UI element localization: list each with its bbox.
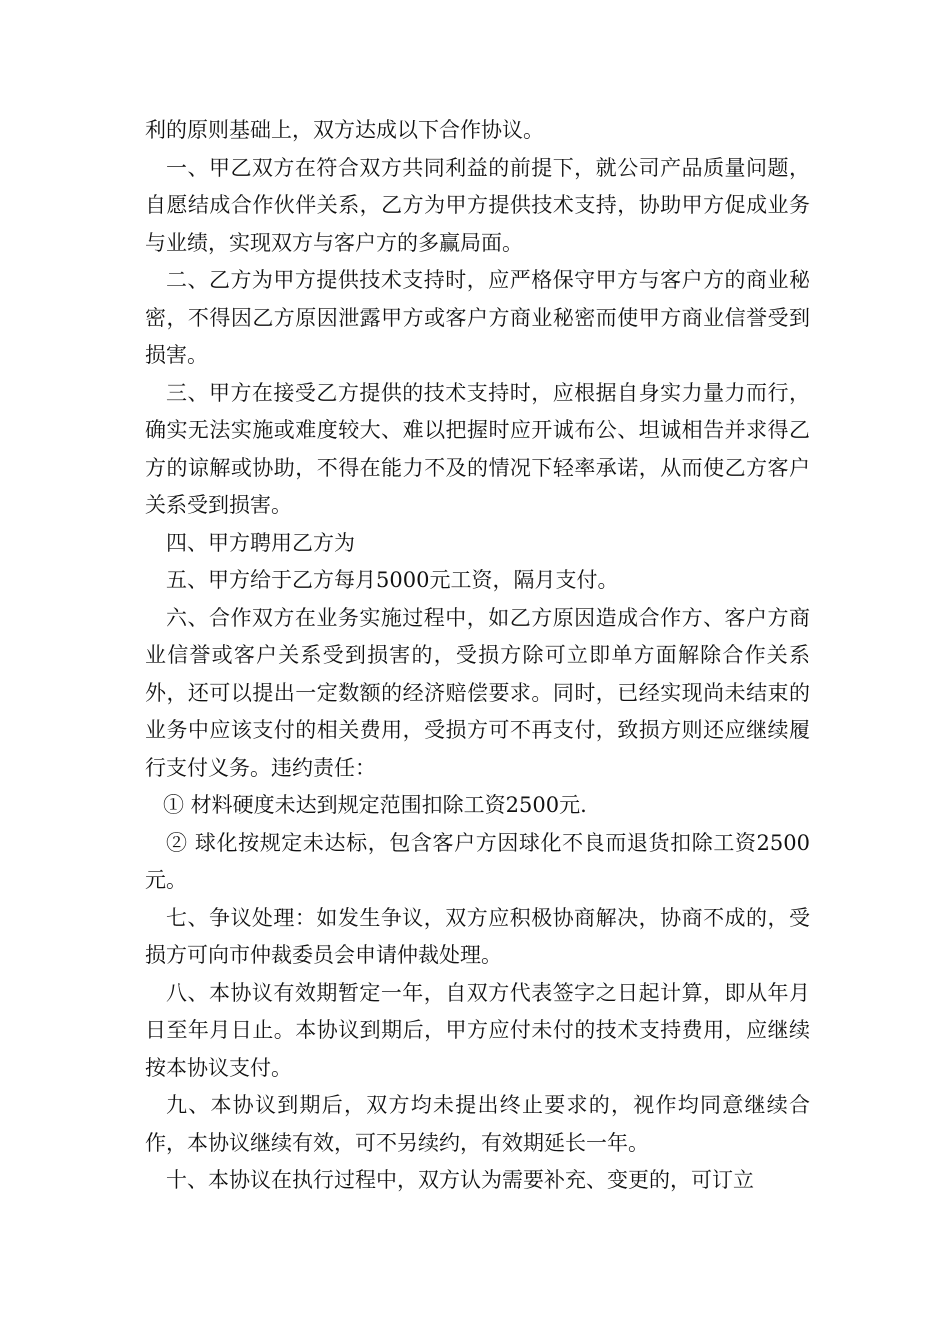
paragraph-penalty-1: ① 材料硬度未达到规定范围扣除工资2500元. xyxy=(163,793,587,817)
paragraph-clause-3: 三、甲方在接受乙方提供的技术支持时，应根据自身实力量力而行，确实无法实施或难度较大、难以把握时应开诚布公、坦诚相告并求得乙方的谅解或协助，不得在能力不及的情况下轻率承诺，从而使乙方客户关系受到损害。 xyxy=(145,380,810,517)
paragraph-clause-4: 四、甲方聘用乙方为 xyxy=(166,530,355,555)
paragraph-clause-9: 九、本协议到期后，双方均未提出终止要求的，视作均同意继续合作，本协议继续有效，可不另续约，有效期延长一年。 xyxy=(145,1093,810,1155)
document-body xyxy=(145,112,810,1200)
paragraph-penalty-2: ② 球化按规定未达标，包含客户方因球化不良而退货扣除工资2500元。 xyxy=(145,830,810,892)
paragraph-intro-continuation: 利的原则基础上，双方达成以下合作协议。 xyxy=(145,118,544,142)
paragraph-clause-5: 五、甲方给于乙方每月5000元工资，隔月支付。 xyxy=(166,568,619,592)
paragraph-clause-7: 七、争议处理：如发生争议，双方应积极协商解决，协商不成的，受损方可向市仲裁委员会申请仲裁处理。 xyxy=(145,905,810,967)
paragraph-clause-10: 十、本协议在执行过程中，双方认为需要补充、变更的，可订立 xyxy=(166,1168,754,1192)
paragraph-clause-1: 一、甲乙双方在符合双方共同利益的前提下，就公司产品质量问题，自愿结成合作伙伴关系，乙方为甲方提供技术支持，协助甲方促成业务与业绩，实现双方与客户方的多赢局面。 xyxy=(145,155,810,255)
paragraph-clause-8: 八、本协议有效期暂定一年，自双方代表签字之日起计算，即从年月日至年月日止。本协议到期后，甲方应付未付的技术支持费用，应继续按本协议支付。 xyxy=(145,980,810,1080)
paragraph-clause-2: 二、乙方为甲方提供技术支持时，应严格保守甲方与客户方的商业秘密，不得因乙方原因泄露甲方或客户方商业秘密而使甲方商业信誉受到损害。 xyxy=(145,268,810,367)
paragraph-clause-6: 六、合作双方在业务实施过程中，如乙方原因造成合作方、客户方商业信誉或客户关系受到损害的，受损方除可立即单方面解除合作关系外，还可以提出一定数额的经济赔偿要求。同时，已经实现尚未结束的业务中应该支付的相关费用，受损方可不再支付，致损方则还应继续履行支付义务。违约责任： xyxy=(145,605,810,780)
